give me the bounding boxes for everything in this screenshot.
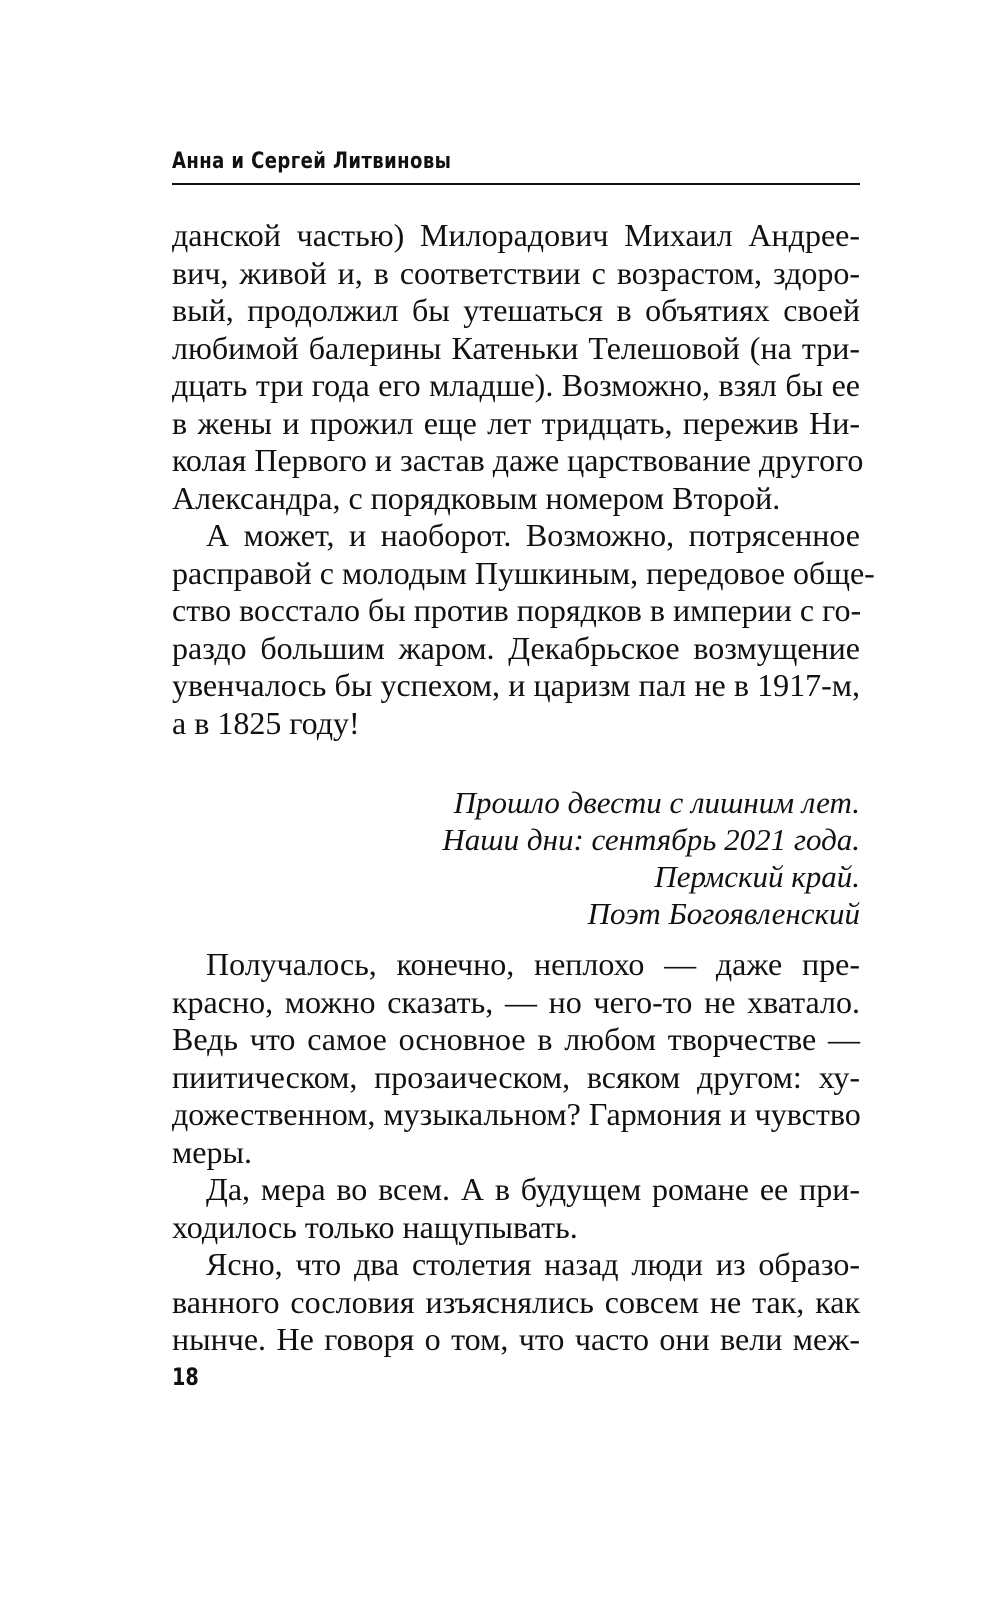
text-line-paragraph-start: Ясно, что два столетия назад люди из образо-: [206, 1246, 860, 1282]
text-line: ство восстало бы против порядков в империи с го-: [172, 592, 862, 628]
text-line: дцать три года его младше). Возможно, взял бы ее: [172, 367, 860, 403]
body-text-section-2: [172, 946, 860, 1359]
text-line: Ведь что самое основное в любом творчестве —: [172, 1021, 860, 1057]
epigraph-line: Прошло двести с лишним лет.: [453, 785, 860, 820]
text-line: вич, живой и, в соответствии с возрастом, здоро-: [172, 254, 860, 291]
text-line: ванного сословия изъяснялись совсем не так, как: [172, 1283, 860, 1320]
text-line-paragraph-start: Да, мера во всем. А в будущем романе ее при-: [206, 1171, 860, 1207]
text-line: а в 1825 году!: [172, 704, 360, 741]
text-line: нынче. Не говоря о том, что часто они вели меж-: [172, 1321, 860, 1357]
text-line: расправой с молодым Пушкиным, передовое обще-: [172, 554, 875, 591]
text-line: дожественном, музыкальном? Гармония и чувство: [172, 1096, 861, 1132]
text-line: красно, можно сказать, — но чего-то не хватало.: [172, 983, 860, 1020]
text-line: данской частью) Милорадович Михаил Андрее-: [172, 217, 860, 253]
text-line: меры.: [172, 1133, 252, 1170]
epigraph-block: [172, 784, 860, 932]
text-line-paragraph-start: Получалось, конечно, неплохо — даже пре-: [206, 946, 860, 982]
text-line: вый, продолжил бы утешаться в объятиях своей: [172, 292, 860, 328]
epigraph-line: Наши дни: сентябрь 2021 года.: [442, 822, 860, 857]
text-line: ходилось только нащупывать.: [172, 1208, 578, 1245]
text-line: увенчалось бы успехом, и царизм пал не в 1917-м,: [172, 667, 860, 703]
body-text-section-1: [172, 217, 875, 742]
text-line: пиитическом, прозаическом, всяком другом: ху-: [172, 1058, 860, 1095]
header-rule: [172, 183, 860, 185]
text-line-paragraph-start: А может, и наоборот. Возможно, потрясенное: [206, 517, 860, 553]
text-line: в жены и прожил еще лет тридцать, пережив Ни-: [172, 404, 860, 441]
epigraph-line: Поэт Богоявленский: [587, 896, 860, 931]
page-number: 18: [172, 1363, 199, 1391]
text-line: Александра, с порядковым номером Второй.: [172, 479, 781, 516]
text-line: раздо большим жаром. Декабрьское возмущение: [172, 629, 860, 666]
text-line: колая Первого и застав даже царствование другого: [172, 442, 864, 478]
epigraph-line: Пермский край.: [654, 859, 860, 894]
text-line: любимой балерины Катеньки Телешовой (на три-: [172, 329, 860, 366]
running-head-authors: Анна и Сергей Литвиновы: [172, 149, 452, 174]
